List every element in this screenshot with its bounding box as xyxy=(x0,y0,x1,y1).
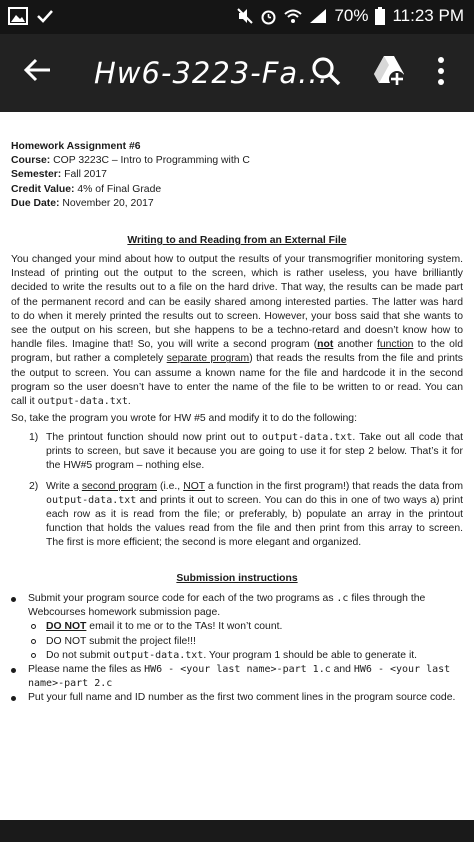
wifi-icon xyxy=(284,8,302,24)
signal-icon xyxy=(309,8,327,24)
course-line: Course: COP 3223C – Intro to Programming with C xyxy=(11,155,250,167)
task-list xyxy=(11,431,463,557)
list-item: 2) Write a second program (i.e., NOT a function in the first program!) that reads the data from output-data.txt and prints it out to screen. You can do this in one of two ways a) print each row as it is read from the file; or preferably, b) populate an array in the printout function that holds the values read from the file and then print from this array to screen. The first is more efficient; the second is more elegant and organized. xyxy=(29,480,464,549)
document-title: Hw6-3223-Fa... xyxy=(94,56,329,90)
mute-icon xyxy=(237,8,253,24)
list-item: DO NOT submit the project file!!! xyxy=(11,635,463,649)
bullet-icon xyxy=(11,696,16,701)
list-item: 1) The printout function should now print out to output-data.txt. Take out all code that prints to screen, but save it because you are going to use it for step 2 below. That’s it for the HW#5 program – nothing else. xyxy=(29,432,463,472)
due-date-line: Due Date: November 20, 2017 xyxy=(11,197,154,209)
list-item: Please name the files as HW6 - <your last name>-part 1.c and HW6 - <your last name>-part 2.c xyxy=(11,663,463,691)
list-item: Do not submit output-data.txt. Your program 1 should be able to generate it. xyxy=(11,649,463,663)
list-item: Put your full name and ID number as the first two comment lines in the program source code. xyxy=(11,691,463,705)
credit-line: Credit Value: 4% of Final Grade xyxy=(11,183,162,195)
drive-add-icon[interactable] xyxy=(372,54,406,88)
clock: 11:23 PM xyxy=(392,6,464,25)
app-bar xyxy=(0,34,474,112)
submission-list xyxy=(11,592,463,706)
more-vert-icon[interactable] xyxy=(434,56,448,86)
image-notification-icon xyxy=(8,7,28,25)
bullet-icon xyxy=(11,597,16,602)
back-arrow-icon[interactable] xyxy=(22,54,54,86)
battery-icon xyxy=(375,7,385,25)
assignment-title: Homework Assignment #6 xyxy=(11,141,141,152)
list-item: DO NOT email it to me or to the TAs! It won’t count. xyxy=(11,620,463,634)
task-intro: So, take the program you wrote for HW #5 and modify it to do the following: xyxy=(11,413,357,424)
assignment-header xyxy=(11,140,461,211)
battery-percent: 70% xyxy=(334,6,369,25)
circle-bullet-icon xyxy=(31,624,36,629)
section-heading-file-io: Writing to and Reading from an External File xyxy=(127,235,347,246)
document-page[interactable] xyxy=(0,112,474,820)
intro-paragraph: You changed your mind about how to output the results of your transmogrifier monitoring system. Instead of printing out the output to the screen, which is rather useless, you have brilliantly decided to write the results out to a file on the hard drive. That way, the results can be made part of the permanent record and can be easily shared among interested parties. The latter was hard to do when it merely printed the results out to screen. However, your boss said that she wants to see the output on his screen, but she happens to be a techno-retard and doesn’t know how to handle files. Imagine that! So, you will write a second program (not another function to the old program, but rather a completely separate program) that reads the results from the file and prints the output to screen. You can assume a known name for the file and hardcode it in the second program so the user doesn’t have to enter the name of the file to be written to or read. You can call it output-data.txt. xyxy=(11,254,464,408)
section-heading-submission: Submission instructions xyxy=(176,573,298,584)
bullet-icon xyxy=(11,668,16,673)
circle-bullet-icon xyxy=(31,639,36,644)
alarm-icon xyxy=(260,8,277,25)
search-icon[interactable] xyxy=(311,56,341,86)
status-bar xyxy=(0,0,474,34)
circle-bullet-icon xyxy=(31,653,36,658)
semester-line: Semester: Fall 2017 xyxy=(11,169,107,181)
bottom-bar xyxy=(0,820,474,842)
list-item: Submit your program source code for each of the two programs as .c files through the Webcourses homework submission page. xyxy=(11,592,463,620)
check-icon xyxy=(36,8,54,24)
